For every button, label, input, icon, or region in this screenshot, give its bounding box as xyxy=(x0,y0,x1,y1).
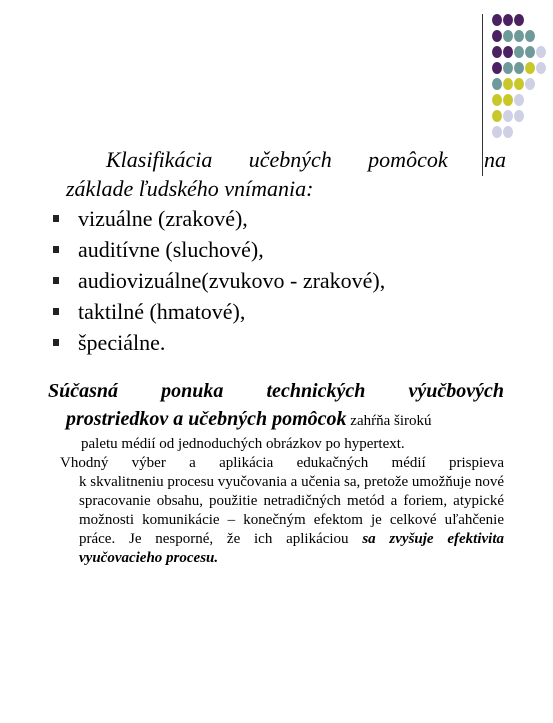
decorative-dot xyxy=(536,46,546,58)
paragraph-2 xyxy=(60,454,504,568)
decorative-dot xyxy=(525,30,535,42)
decorative-dot xyxy=(514,78,524,90)
decorative-dot xyxy=(525,62,535,74)
bullet-square-icon xyxy=(53,246,59,253)
bullet-square-icon xyxy=(53,308,59,315)
para2-emphasis: sa zvyšuje efektivita vyučovacieho procesu. xyxy=(79,531,504,566)
decorative-dot xyxy=(503,62,513,74)
decorative-dot xyxy=(503,14,513,26)
decorative-dot xyxy=(492,30,502,42)
decorative-dot xyxy=(514,46,524,58)
decorative-dot-grid xyxy=(488,14,548,144)
title-line-1: Klasifikácia učebných pomôcok na xyxy=(106,147,506,172)
decorative-dot xyxy=(514,30,524,42)
decorative-dot xyxy=(514,14,524,26)
decorative-dot xyxy=(503,94,513,106)
decorative-dot xyxy=(503,46,513,58)
title-line-2: základe ľudského vnímania: xyxy=(66,176,314,201)
bullet-item: špeciálne. xyxy=(50,327,385,358)
para1-head-row1: Súčasná ponuka technických výučbových xyxy=(48,380,504,402)
bullet-item: vizuálne (zrakové), xyxy=(50,203,385,234)
decorative-dot xyxy=(514,62,524,74)
decorative-dot xyxy=(503,110,513,122)
paragraph-1 xyxy=(48,377,504,454)
para2-first-line: Vhodný výber a aplikácia edukačných médií prispieva xyxy=(60,455,504,471)
decorative-dot xyxy=(525,46,535,58)
para1-head-row2: prostriedkov a učebných pomôcok xyxy=(66,408,347,430)
decorative-dot xyxy=(514,110,524,122)
slide-title xyxy=(66,145,506,203)
decorative-dot xyxy=(492,126,502,138)
decorative-dot xyxy=(492,46,502,58)
bullet-item: audiovizuálne(zvukovo - zrakové), xyxy=(50,265,385,296)
decorative-dot xyxy=(503,30,513,42)
decorative-dot xyxy=(492,110,502,122)
decorative-dot xyxy=(503,126,513,138)
decorative-dot xyxy=(536,62,546,74)
decorative-dot xyxy=(492,78,502,90)
decorative-dot xyxy=(492,14,502,26)
bullet-item: auditívne (sluchové), xyxy=(50,234,385,265)
bullet-square-icon xyxy=(53,339,59,346)
para1-row2-rest: zahŕňa širokú xyxy=(346,413,432,429)
decorative-dot xyxy=(503,78,513,90)
para2-body: k skvalitneniu procesu vyučovania a učenia sa, pretože umožňuje nové spracovanie obsahu, použitie netradičných metód a foriem, atypické možnosti komunikácie – konečným efektom je celkové uľahčenie práce. Je nesporné, že ich aplikáciou xyxy=(79,474,504,547)
decorative-dot xyxy=(492,94,502,106)
bullet-square-icon xyxy=(53,215,59,222)
decorative-dot xyxy=(492,62,502,74)
bullet-item: taktilné (hmatové), xyxy=(50,296,385,327)
para1-row3: paletu médií od jednoduchých obrázkov po hypertext. xyxy=(81,436,405,452)
decorative-dot xyxy=(525,78,535,90)
decorative-dot xyxy=(514,94,524,106)
bullet-list xyxy=(50,203,385,358)
bullet-square-icon xyxy=(53,277,59,284)
